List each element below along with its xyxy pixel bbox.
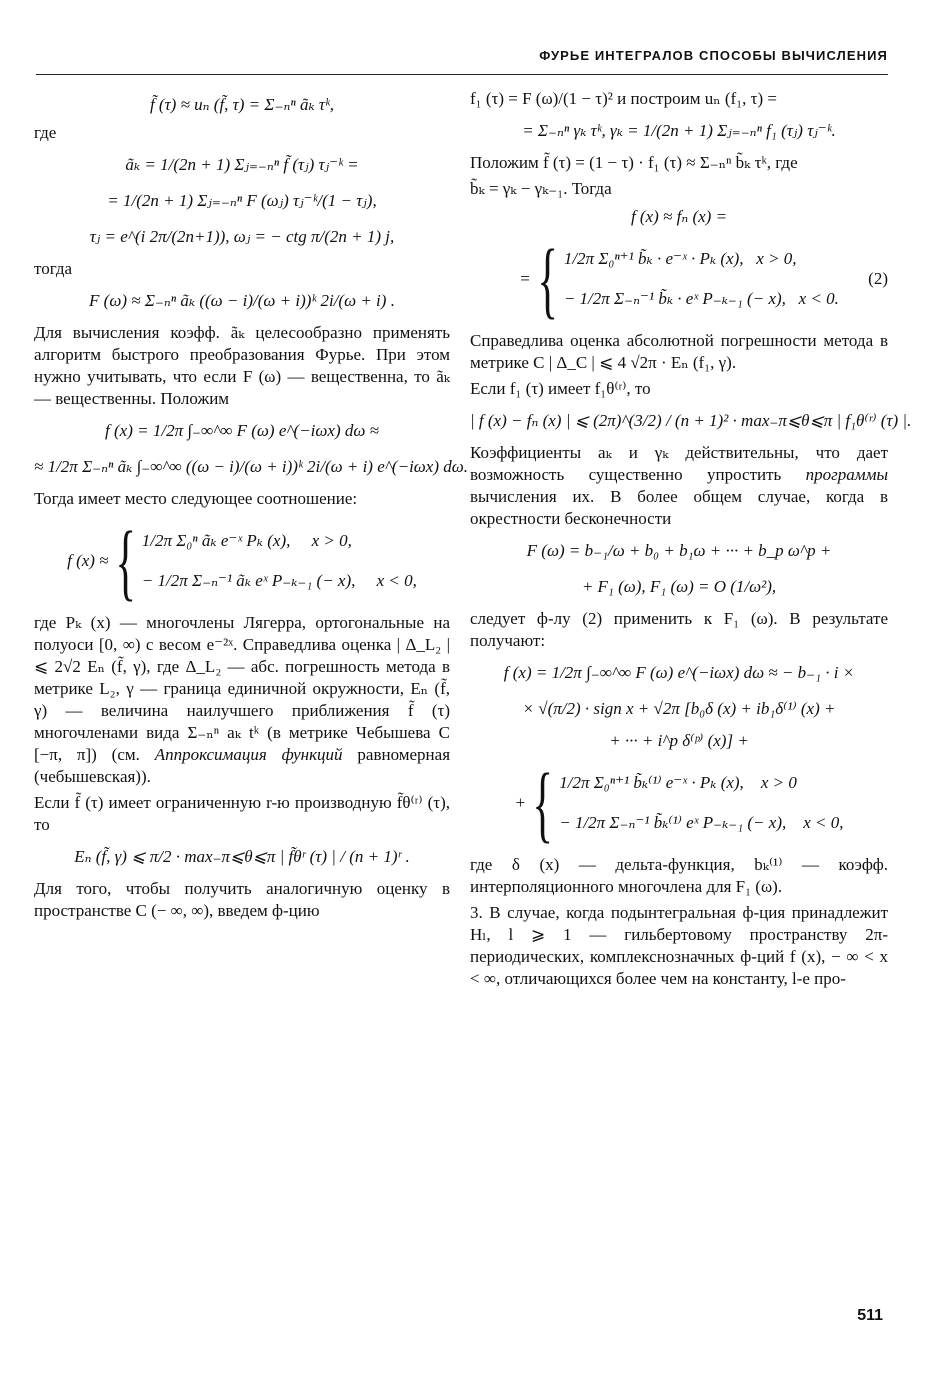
cases-formula [34, 513, 450, 609]
formula-approx: f̃ (τ) ≈ uₙ (f̃, τ) = Σ₋ₙⁿ ãₖ τᵏ, [149, 95, 335, 114]
case-cond: x < 0, [376, 571, 417, 590]
right-column [470, 88, 912, 994]
case-cond: x > 0 [760, 773, 797, 792]
case-cond: x < 0. [798, 289, 839, 308]
case-expr: − 1/2π Σ₋ₙ⁻¹ b̃ₖ · eˣ P₋ₖ₋₁ (− x), [563, 289, 786, 308]
cases-lhs: f (x) ≈ [67, 551, 109, 570]
paragraph: Коэффициенты aₖ и γₖ действительны, что дает возможность существенно упростить [470, 443, 888, 484]
paragraph: b̃ₖ = γₖ − γₖ₋₁. Тогда [470, 179, 612, 198]
paragraph: где δ (x) — дельта-функция, bₖ⁽¹⁾ — коэфф. интерполяционного многочлена для F₁ (ω). [470, 855, 888, 896]
paragraph-end: вычисления их. В более общем случае, когда в окрестности бесконечности [470, 487, 888, 528]
paragraph: Для вычисления коэфф. ãₖ целесообразно применять алгоритм быстрого преобразования Фурье. При этом нужно учитывать, что если F (ω) — вещественна, то ãₖ — вещественны. Положим [34, 323, 450, 408]
brace: { [536, 231, 558, 327]
formula-result-cont: × √(π/2) · sign x + √2π [b₀δ (x) + ib₁δ⁽¹⁾ (x) + [522, 699, 836, 718]
brace: { [532, 755, 553, 851]
formula-F-omega: F (ω) ≈ Σ₋ₙⁿ ãₖ ((ω − i)/(ω + i))ᵏ 2i/(ω + i) . [89, 291, 395, 310]
case-expr: 1/2π Σ₀ⁿ⁺¹ b̃ₖ · e⁻ˣ · Pₖ (x), [563, 249, 744, 268]
formula-asymptotic-cont: + F₁ (ω), F₁ (ω) = O (1/ω²), [581, 577, 777, 596]
case-expr: 1/2π Σ₀ⁿ ãₖ e⁻ˣ Pₖ (x), [141, 531, 291, 550]
paragraph: где Pₖ (x) — многочлены Лягерра, ортогональные на полуоси [0, ∞) с весом e⁻²ˣ. Справедлива оценка | Δ_L₂ | ⩽ 2√2 Eₙ (f̃, γ), где Δ_L₂ — абс. погрешность метода в метрике L₂, γ — граница единичной окружности, Eₙ (f̃, γ) — величина наилучшего приближения f̃ (τ) многочленами вида Σ₋ₙⁿ aₖ tᵏ (в метрике Чебышева C [−π, π]) (см. [34, 613, 450, 764]
formula-asymptotic: F (ω) = b₋₁/ω + b₀ + b₁ω + ··· + b_p ω^p + [526, 541, 832, 560]
paragraph: Если f̃ (τ) имеет ограниченную r-ю производную f̃θ⁽ʳ⁾ (τ), то [34, 793, 450, 834]
cases-lhs: = [519, 269, 531, 288]
formula-result-cont2: + ··· + i^p δ⁽ᵖ⁾ (x)] + [609, 731, 749, 750]
paragraph: Для того, чтобы получить аналогичную оценку в пространстве C (− ∞, ∞), введем ф-цию [34, 879, 450, 920]
cases-lhs: + [514, 793, 526, 812]
formula-result: f (x) = 1/2π ∫₋∞^∞ F (ω) e^(−iωx) dω ≈ − b₋₁ · i × [503, 663, 855, 682]
paragraph: Справедлива оценка абсолютной погрешности метода в метрике C | Δ_C | ⩽ 4 √2π · Eₙ (f₁, γ). [470, 331, 888, 372]
formula-ak: ãₖ = 1/(2n + 1) Σⱼ₌₋ₙⁿ f̃ (τⱼ) τⱼ⁻ᵏ = [125, 155, 359, 174]
left-column [34, 88, 468, 926]
formula-tau-omega: τⱼ = e^(i 2π/(2n+1)), ωⱼ = − ctg π/(2n + 1) j, [89, 227, 395, 246]
running-header: ФУРЬЕ ИНТЕГРАЛОВ СПОСОБЫ ВЫЧИСЛЕНИЯ [539, 48, 888, 63]
paragraph: где [34, 123, 57, 142]
formula-gamma: = Σ₋ₙⁿ γₖ τᵏ, γₖ = 1/(2n + 1) Σⱼ₌₋ₙⁿ f₁ (τⱼ) τⱼ⁻ᵏ. [522, 121, 836, 140]
brace: { [114, 513, 136, 609]
case-cond: x > 0, [311, 531, 352, 550]
paragraph: Положим f̃ (τ) = (1 − τ) · f₁ (τ) ≈ Σ₋ₙⁿ b̃ₖ τᵏ, где [470, 153, 798, 172]
case-cond: x > 0, [756, 249, 797, 268]
cases-formula-2 [470, 231, 888, 327]
cross-reference: Аппроксимация функций [154, 745, 343, 764]
formula-fx-integral: f (x) = 1/2π ∫₋∞^∞ F (ω) e^(−iωx) dω ≈ [105, 421, 379, 440]
paragraph: тогда [34, 259, 73, 278]
paragraph: Тогда имеет место следующее соотношение: [34, 489, 358, 508]
formula-fx-sum: ≈ 1/2π Σ₋ₙⁿ ãₖ ∫₋∞^∞ ((ω − i)/(ω + i))ᵏ 2i/(ω + i) e^(−iωx) dω. [34, 457, 468, 476]
cross-reference: программы [805, 465, 889, 484]
paragraph-end: равномерная (чебышевская)). [34, 745, 451, 786]
formula-estimate: Eₙ (f̃, γ) ⩽ π/2 · max₋π⩽θ⩽π | f̃θʳ (τ) | / (n + 1)ʳ . [74, 847, 410, 866]
formula-error-bound: | f (x) − fₙ (x) | ⩽ (2π)^(3/2) / (n + 1)² · max₋π⩽θ⩽π | f₁θ⁽ʳ⁾ (τ) |. [470, 411, 912, 430]
paragraph: Если f₁ (τ) имеет f₁θ⁽ʳ⁾, то [470, 379, 651, 398]
equation-number: (2) [868, 269, 888, 288]
case-expr: − 1/2π Σ₋ₙ⁻¹ b̃ₖ⁽¹⁾ eˣ P₋ₖ₋₁ (− x), [559, 813, 787, 832]
cases-formula-3 [470, 755, 888, 851]
case-expr: − 1/2π Σ₋ₙ⁻¹ ãₖ eˣ P₋ₖ₋₁ (− x), [141, 571, 356, 590]
case-cond: x < 0, [803, 813, 844, 832]
case-expr: 1/2π Σ₀ⁿ⁺¹ b̃ₖ⁽¹⁾ e⁻ˣ · Pₖ (x), [559, 773, 744, 792]
paragraph: 3. В случае, когда подынтегральная ф-ция принадлежит Hₗ, l ⩾ 1 — гильбертовому пространству 2π-периодических, комплекснозначных ф-ций f (x), − ∞ < x < ∞, отличающихся более чем на константу, l-е про- [470, 903, 888, 988]
page-number: 511 [857, 1307, 883, 1324]
paragraph: следует ф-лу (2) применить к F₁ (ω). В результате получают: [470, 609, 888, 650]
header-rule [36, 74, 888, 75]
formula-fn: f (x) ≈ fₙ (x) = [630, 207, 728, 226]
paragraph: f₁ (τ) = F (ω)/(1 − τ)² и построим uₙ (f₁, τ) = [470, 89, 777, 108]
formula-ak-cont: = 1/(2n + 1) Σⱼ₌₋ₙⁿ F (ωⱼ) τⱼ⁻ᵏ/(1 − τⱼ), [107, 191, 377, 210]
